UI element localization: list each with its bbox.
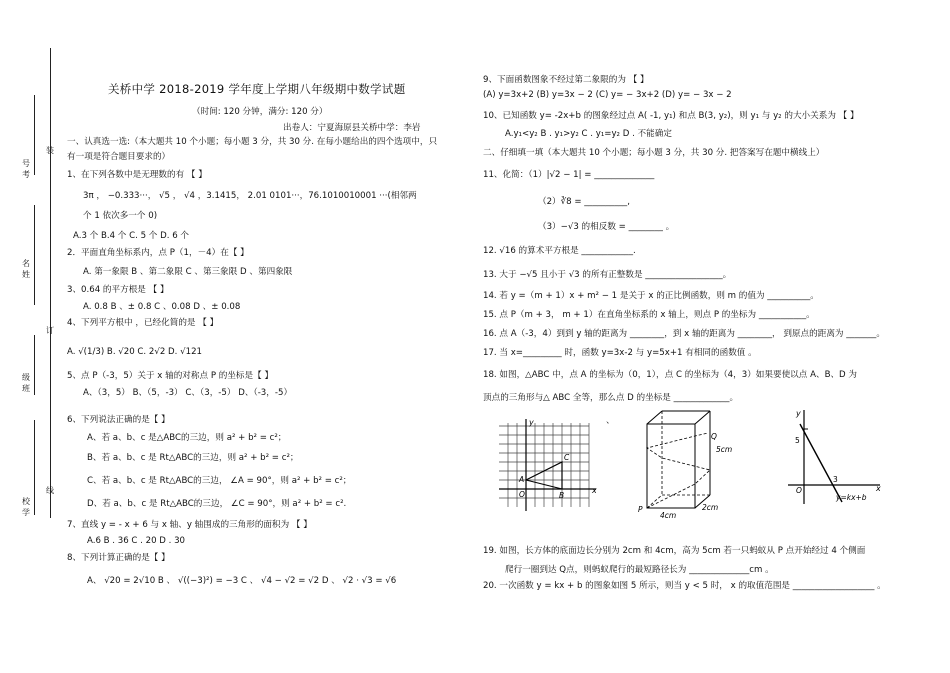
line-figure [786, 406, 886, 506]
grid-label-x: x [592, 486, 597, 495]
q8-stem: 8、下列计算正确的是【 】 [67, 553, 170, 563]
box-figure [636, 406, 751, 520]
q12: 12. √16 的算术平方根是 ____________. [483, 246, 636, 256]
box-label-height: 5cm [716, 445, 733, 454]
q10-options: A.y₁<y₂ B . y₁>y₂ C . y₁=y₂ D . 不能确定 [505, 129, 672, 139]
q1-numbers: 3π ， −0.333···， √5 ， √4 ，3.1415， 2.01 0101···，76.1010010001 ···(相邻两 [83, 191, 417, 201]
q16: 16. 点 A（-3，4）到到 y 轴的距离为 ________，到 x 轴的距离为 ________， 到原点的距离为 _______。 [483, 329, 885, 339]
field-name: 名姓 [22, 259, 30, 279]
q11-part3: （3）−√3 的相反数 = ________ 。 [538, 222, 675, 232]
line-label-x: x [876, 484, 881, 493]
q13: 13. 大于 −√5 且小于 √3 的所有正整数是 __________________。 [483, 270, 732, 280]
field-exam-number: 号考 [22, 159, 30, 179]
q2-options: A. 第一象限 B 、第二象限 C 、第三象限 D 、第四象限 [83, 267, 293, 277]
page-title: 关桥中学 2018-2019 学年度上学期八年级期中数学试题 [108, 82, 406, 96]
q6-option-b: B、若 a、b、c 是 Rt△ABC的三边，则 a² + b² = c²； [87, 453, 299, 463]
field-school: 校学 [22, 497, 30, 517]
field-class: 级班 [22, 373, 30, 393]
q5-options: A、（3，5） B、（5，-3） C、（3，-5） D、（-3，-5） [83, 388, 293, 398]
q10-stem: 10、已知函数 y= -2x+b 的图象经过点 A( -1, y₁) 和点 B(3, y₂)，则 y₁ 与 y₂ 的大小关系为 【 】 [483, 111, 859, 121]
section1-heading-cont: 有一项是符合题目要求的） [67, 152, 171, 162]
q11-part1: 11、化简：（1）|√2 − 1| = ______________ [483, 170, 655, 180]
q6-option-a: A、若 a、b、c 是△ABC的三边，则 a² + b² = c²； [87, 433, 287, 443]
q1-options: A.3 个 B.4 个 C. 5 个 D. 6 个 [73, 231, 189, 241]
box-label-p: P [638, 505, 643, 514]
line-label-three: 3 [833, 475, 838, 484]
q6-stem: 6、下列说法正确的是【 】 [67, 415, 170, 425]
q18-stem-cont: 顶点的三角形与△ ABC 全等，那么点 D 的坐标是 _____________。 [483, 393, 739, 403]
grid-label-c: C [564, 453, 570, 462]
grid-label-b: B [559, 491, 565, 500]
binding-line-4 [34, 335, 35, 395]
box-label-q: Q [711, 432, 717, 441]
binding-line-1 [50, 48, 51, 518]
q4-stem: 4、下列平方根中 ，已经化简的是 【 】 [67, 318, 219, 328]
q7-options: A.6 B . 36 C . 20 D . 30 [87, 536, 186, 546]
section1-heading: 一、认真选一选:（本大题共 10 个小题；每小题 3 分，共 30 分. 在每小题给出的四个选项中，只 [67, 137, 438, 147]
binding-label-xian: 线 [46, 486, 54, 495]
grid-label-o: O [519, 490, 525, 499]
q19-stem: 19. 如图，长方体的底面边长分别为 2cm 和 4cm，高为 5cm 若一只蚂蚁从 P 点开始经过 4 个侧面 [483, 546, 866, 556]
q6-option-d: D、若 a、b、c 是 Rt△ABC的三边， ∠C = 90°，则 a² + b² = c². [87, 499, 347, 509]
binding-line-2 [34, 95, 35, 175]
q14: 14. 若 y =（m + 1）x + m² − 1 是关于 x 的正比例函数，则 m 的值为 __________。 [483, 291, 819, 301]
box-label-width: 4cm [660, 511, 677, 520]
q9-options: (A) y=3x+2 (B) y=3x − 2 (C) y= − 3x+2 (D) y= − 3x − 2 [483, 90, 732, 100]
box-label-depth: 2cm [702, 503, 719, 512]
line-label-equation: y=kx+b [836, 493, 867, 502]
section2-heading: 二、仔细填一填（本大题共 10 个小题；每小题 3 分，共 30 分. 把答案写在题中横线上） [483, 148, 825, 158]
q1-note: 个 1 依次多一个 0) [83, 211, 158, 221]
q3-options: A. 0.8 B 、± 0.8 C 、0.08 D 、± 0.08 [83, 302, 241, 312]
q5-stem: 5、点 P（-3，5）关于 x 轴的对称点 P 的坐标是【 】 [67, 371, 274, 381]
binding-label-zhuang: 装 [46, 146, 54, 155]
line-label-five: 5 [795, 436, 800, 445]
exam-time: （时间: 120 分钟，满分: 120 分） [192, 107, 328, 117]
q1-stem: 1、在下列各数中是无理数的有 【 】 [67, 170, 207, 180]
line-label-y: y [796, 409, 801, 418]
q18-stem: 18. 如图，△ABC 中，点 A 的坐标为（0，1），点 C 的坐标为（4，3）如果要使以点 A、B、D 为 [483, 370, 858, 380]
exam-author: 出卷人：宁夏海原县关桥中学：李岩 [283, 123, 421, 133]
q2-stem: 2．平面直角坐标系内，点 P（1，－4）在【 】 [67, 248, 249, 258]
q9-stem: 9、下面函数图象不经过第二象限的为 【 】 [483, 75, 649, 85]
q6-option-c: C、若 a、b、c 是 Rt△ABC的三边， ∠A = 90°，则 a² + b² = c²； [87, 476, 352, 486]
q15: 15. 点 P（m + 3， m + 1）在直角坐标系的 x 轴上，则点 P 的坐标为 ___________。 [483, 310, 815, 320]
line-label-o: O [796, 486, 802, 495]
q8-options: A、 √20 = 2√10 B 、 √((−3)²) = −3 C 、 √4 − √2 = √2 D 、 √2 · √3 = √6 [87, 576, 397, 586]
q18-mark: 、 [606, 416, 615, 426]
q17: 17. 当 x=_________ 时，函数 y=3x-2 与 y=5x+1 有相同的函数值 。 [483, 348, 757, 358]
grid-label-y: y [529, 418, 534, 427]
q11-part2: （2）∛8 = __________, [538, 197, 630, 207]
binding-line-3 [34, 205, 35, 305]
q7-stem: 7、直线 y = - x + 6 与 x 轴、y 轴围成的三角形的面积为 【 】 [67, 520, 312, 530]
q19-stem-cont: 爬行一圈到达 Q点，则蚂蚁爬行的最短路径长为 ______________cm 。 [505, 565, 774, 575]
binding-line-5 [34, 420, 35, 515]
q20: 20. 一次函数 y = kx + b 的图象如图 5 所示，则当 y < 5 时， x 的取值范围是 ___________________ 。 [483, 581, 886, 591]
binding-label-ding: 订 [46, 326, 54, 335]
grid-label-a: A [519, 475, 525, 484]
q3-stem: 3、0.64 的平方根是 【 】 [67, 285, 169, 295]
q4-options: A. √(1/3) B. √20 C. 2√2 D. √121 [67, 347, 203, 357]
grid-figure [496, 415, 600, 515]
